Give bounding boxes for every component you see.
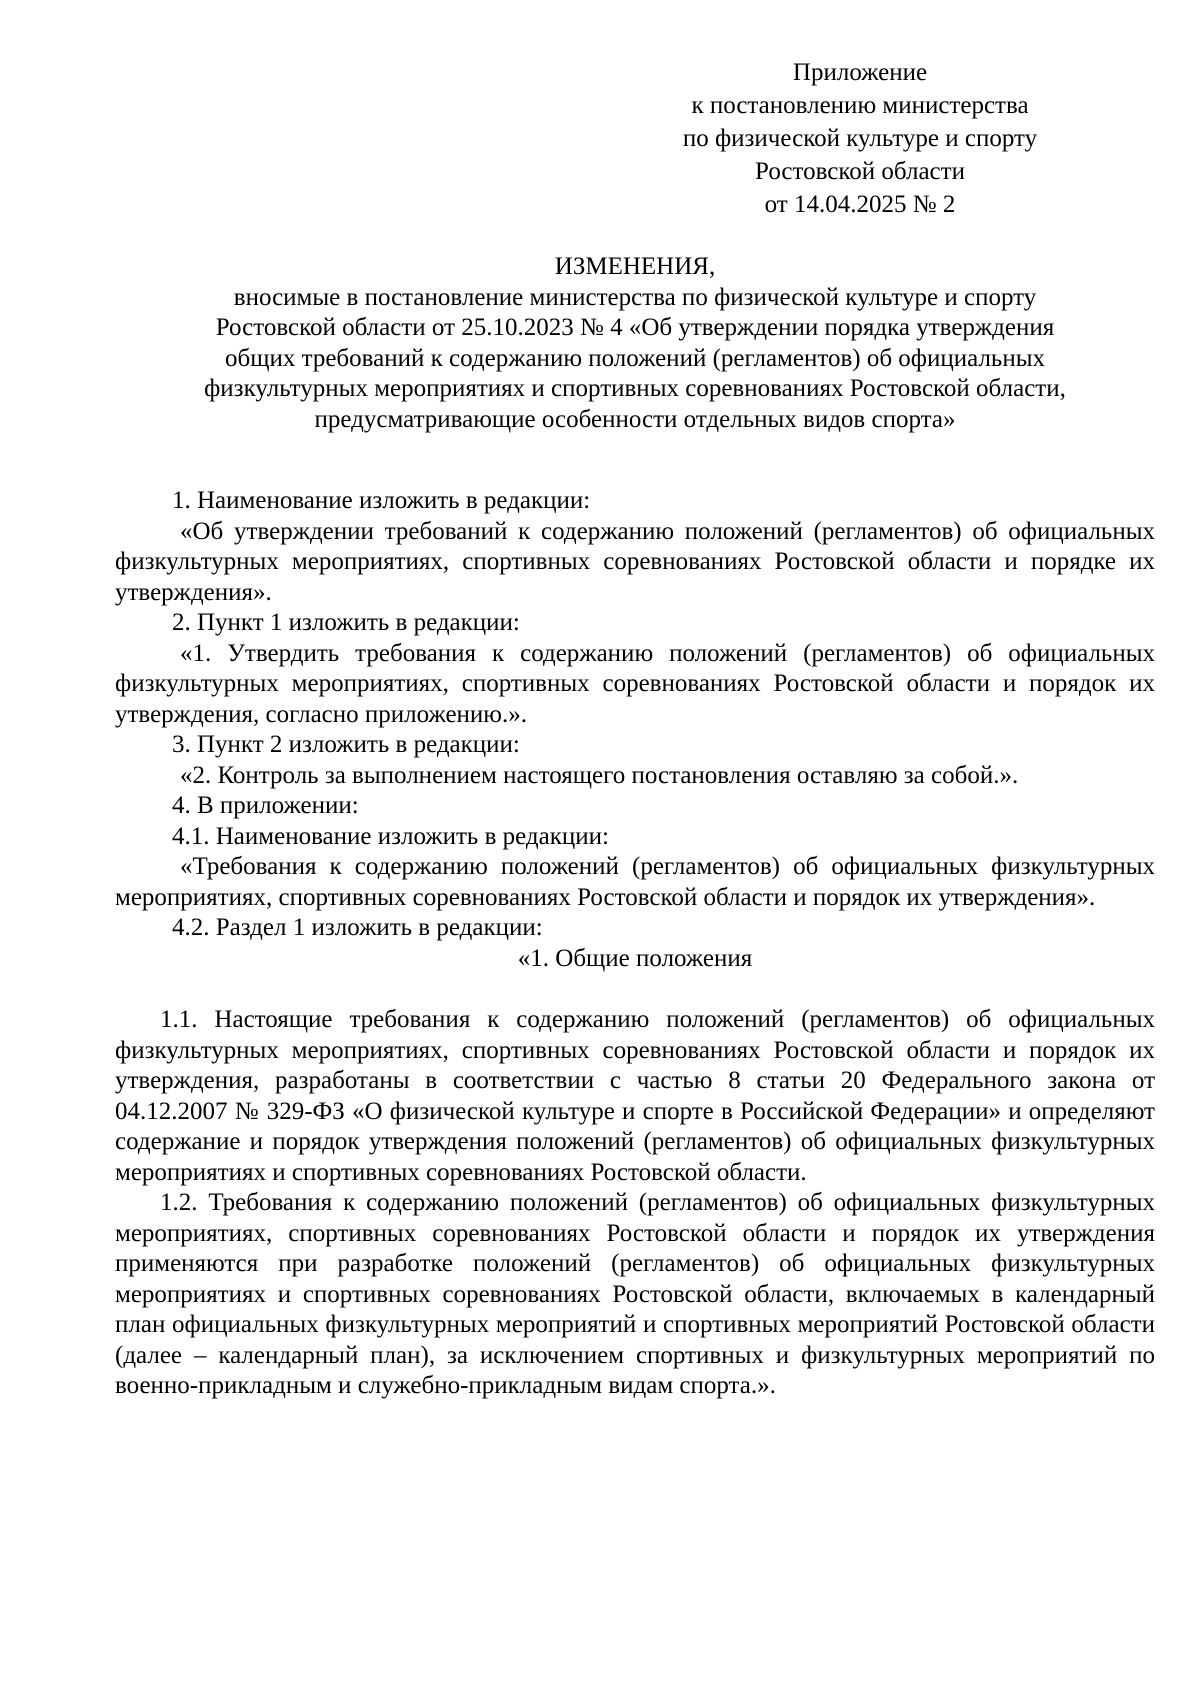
paragraph-3-quote: «2. Контроль за выполнением настоящего постановления оставляю за собой.». [180,761,1019,789]
paragraph-2: 2. Пункт 1 изложить в редакции: [172,609,520,636]
paragraph-1-1: 1.1. Настоящие требования к содержанию положений (регламентов) об официальных физкультурных мероприятиях, спортивных соревнованиях Ростовской области и порядок их утверждения, разработаны в соответствии с частью 8 статьи 20 Федерального закона от 04.12.2007 № 329-ФЗ «О физической культуре и спорте в Российской Федерации» и определяют содержание и порядок утверждения положений (регламентов) об официальных физкультурных мероприятиях и спортивных соревнованиях Ростовской области. [115,1006,1155,1186]
section-gap [115,974,1155,1005]
appendix-line: Приложение [792,59,928,86]
title-line: физкультурных мероприятиях и спортивных соревнованиях Ростовской области, [204,375,1066,402]
title-line: Ростовской области от 25.10.2023 № 4 «Об утверждении порядка утверждения [215,314,1055,341]
paragraph-3: 3. Пункт 2 изложить в редакции: [172,731,520,758]
appendix-header [650,56,1070,221]
section-title: «1. Общие положения [517,944,753,972]
appendix-line: по физической культуре и спорту [682,125,1038,152]
paragraph-4-2: 4.2. Раздел 1 изложить в редакции: [172,914,543,941]
paragraph-4: 4. В приложении: [172,792,359,819]
paragraph-1-quote: «Об утверждении требований к содержанию положений (регламентов) об официальных физкультурных мероприятиях, спортивных соревнованиях Ростовской области и порядке их утверждения». [115,517,1155,606]
title-line: общих требований к содержанию положений (регламентов) об официальных [225,344,1045,372]
paragraph-4-1-quote: «Требования к содержанию положений (регламентов) об официальных физкультурных мероприятиях, спортивных соревнованиях Ростовской области и порядок их утверждения». [115,853,1155,911]
appendix-line: Ростовской области [755,158,965,185]
paragraph-1: 1. Наименование изложить в редакции: [172,487,591,514]
appendix-line: к постановлению министерства [691,92,1029,119]
title-heading: ИЗМЕНЕНИЯ, [554,253,716,280]
title-line: предусматривающие особенности отдельных видов спорта» [314,405,956,433]
document-body [115,486,1155,1402]
title-line: вносимые в постановление министерства по физической культуре и спорту [233,283,1037,311]
paragraph-2-quote: «1. Утвердить требования к содержанию положений (регламентов) об официальных физкультурных мероприятиях, спортивных соревнованиях Ростовской области и порядок их утверждения, согласно приложению.». [115,639,1155,728]
document-title [115,252,1155,435]
paragraph-4-1: 4.1. Наименование изложить в редакции: [172,822,609,850]
appendix-date-number: от 14.04.2025 № 2 [764,191,956,218]
paragraph-1-2: 1.2. Требования к содержанию положений (регламентов) об официальных физкультурных мероприятиях, спортивных соревнованиях Ростовской области и порядок их утверждения применяются при разработке положений (регламентов) об официальных физкультурных мероприятиях и спортивных соревнованиях Ростовской области, включаемых в календарный план официальных физкультурных мероприятий и спортивных мероприятий Ростовской области (далее – календарный план), за исключением спортивных и физкультурных мероприятий по военно-прикладным и служебно-прикладным видам спорта.». [115,1189,1155,1399]
